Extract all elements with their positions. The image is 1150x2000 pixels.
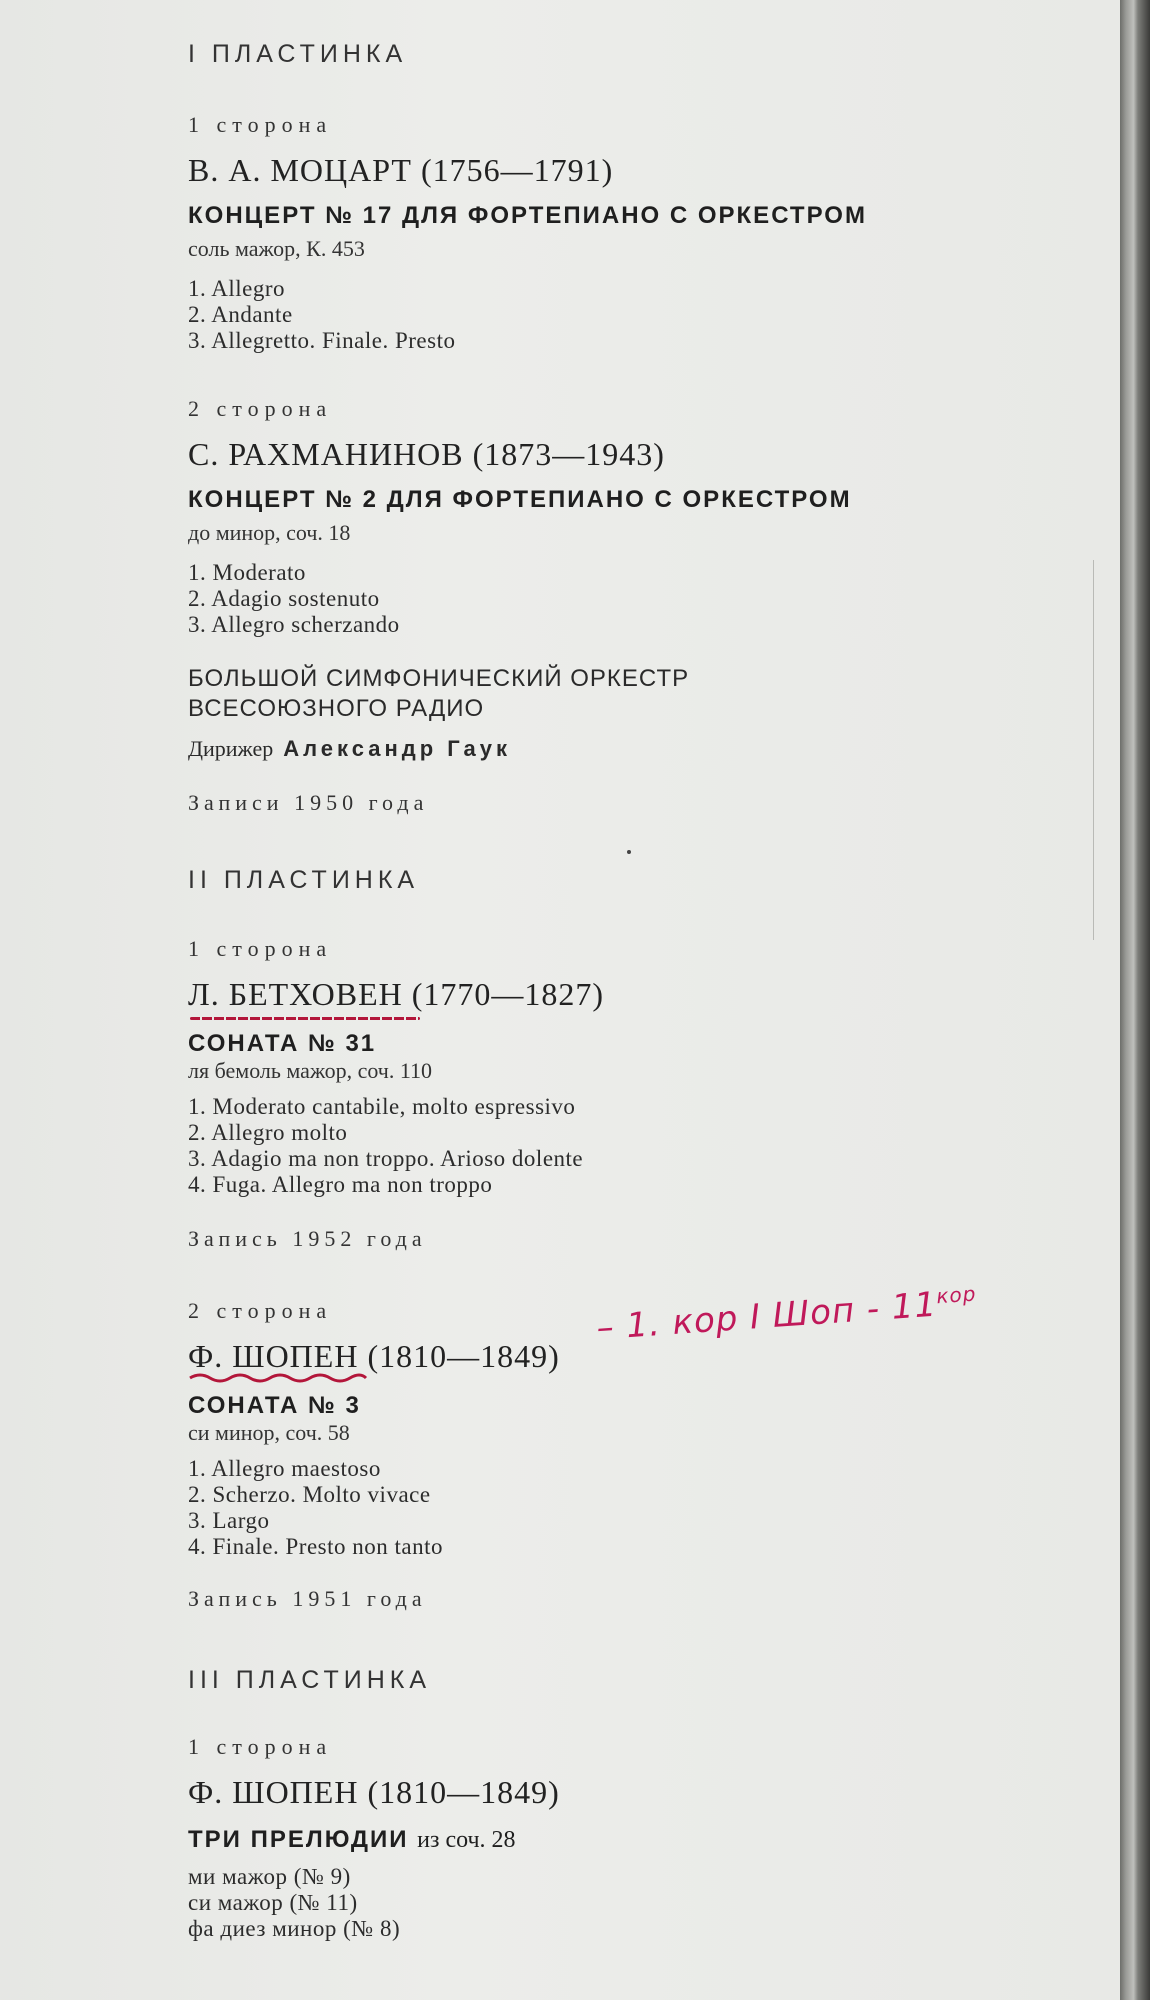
prelude-item: си мажор (№ 11) — [188, 1890, 358, 1915]
plate-1-side-2-composer-line — [188, 436, 665, 473]
movement: 2. Andante — [188, 302, 293, 327]
plate-3-side-1-preludes — [188, 1864, 400, 1942]
movement: 4. Fuga. Allegro ma non troppo — [188, 1172, 493, 1197]
plate-3-side-1-label: 1 сторона — [188, 1734, 333, 1759]
composer-name: В. А. МОЦАРТ — [188, 152, 412, 188]
composer-name: Л. БЕТХОВЕН — [188, 976, 403, 1012]
composer-years: (1810—1849) — [367, 1338, 560, 1374]
movement: 1. Moderato cantabile, molto espressivo — [188, 1094, 576, 1119]
composer-name: Ф. ШОПЕН — [188, 1774, 359, 1810]
annotation-text: – 1. кор I Шоп - 11 — [595, 1284, 939, 1349]
speck — [627, 850, 631, 854]
prelude-item: ми мажор (№ 9) — [188, 1864, 351, 1889]
work-title: ТРИ ПРЕЛЮДИИ — [188, 1826, 409, 1853]
composer-name: Ф. ШОПЕН — [188, 1338, 359, 1374]
plate-1-side-1-composer-line — [188, 152, 613, 189]
movement: 1. Allegro maestoso — [188, 1456, 381, 1481]
movement: 3. Allegro scherzando — [188, 612, 400, 637]
red-wavy-underline-chopin — [188, 1370, 368, 1386]
composer-years: (1756—1791) — [420, 152, 614, 188]
movement: 1. Allegro — [188, 276, 285, 301]
orchestra-line: БОЛЬШОЙ СИМФОНИЧЕСКИЙ ОРКЕСТР — [188, 665, 690, 692]
plate-1-side-1-movements — [188, 276, 455, 354]
plate-2-side-2-label: 2 сторона — [188, 1298, 333, 1323]
prelude-item: фа диез минор (№ 8) — [188, 1916, 401, 1941]
plate-2-side-2-movements — [188, 1456, 443, 1560]
movement: 3. Largo — [188, 1508, 270, 1533]
composer-years: (1873—1943) — [472, 436, 665, 472]
plate-2-side-2-key: си минор, соч. 58 — [188, 1420, 350, 1445]
conductor-line — [188, 736, 511, 762]
movement: 3. Allegretto. Finale. Presto — [188, 328, 456, 353]
plate-2-side-1-composer-line — [188, 976, 604, 1013]
plate-1-side-1-work-title: КОНЦЕРТ № 17 ДЛЯ ФОРТЕПИАНО С ОРКЕСТРОМ — [188, 202, 867, 229]
plate-2-side-1-work-title: СОНАТА № 31 — [188, 1030, 377, 1057]
plate-3-side-1-composer-line — [188, 1774, 560, 1811]
plate-1-side-2-key: до минор, соч. 18 — [188, 520, 351, 545]
plate-2-side-1-label: 1 сторона — [188, 936, 333, 961]
plate-2-title: II ПЛАСТИНКА — [188, 866, 420, 894]
plate-2-side-2-work-title: СОНАТА № 3 — [188, 1392, 361, 1419]
plate-2-side-1-key: ля бемоль мажор, соч. 110 — [188, 1058, 433, 1083]
movement: 2. Adagio sostenuto — [188, 586, 380, 611]
work-opus: из соч. 28 — [417, 1827, 516, 1853]
movement: 1. Moderato — [188, 560, 306, 585]
plate-1-side-1-label: 1 сторона — [188, 112, 333, 137]
handwritten-annotation — [595, 1282, 978, 1349]
composer-years: (1770—1827) — [411, 976, 605, 1012]
plate-1-side-2-work-title: КОНЦЕРТ № 2 ДЛЯ ФОРТЕПИАНО С ОРКЕСТРОМ — [188, 486, 852, 513]
plate-1-recording-year: Записи 1950 года — [188, 790, 429, 815]
plate-2-side-2-recording-year: Запись 1951 года — [188, 1586, 427, 1611]
movement: 4. Finale. Presto non tanto — [188, 1534, 443, 1559]
fold-line — [1093, 560, 1094, 940]
red-underline-beethoven — [190, 1017, 420, 1020]
movement: 3. Adagio ma non troppo. Arioso dolente — [188, 1146, 584, 1171]
movement: 2. Allegro molto — [188, 1120, 348, 1145]
conductor-name: Александр Гаук — [283, 736, 511, 761]
plate-2-side-1-recording-year: Запись 1952 года — [188, 1226, 427, 1251]
orchestra-line: ВСЕСОЮЗНОГО РАДИО — [188, 695, 485, 722]
annotation-superscript: кор — [935, 1281, 978, 1309]
plate-2-side-1-movements — [188, 1094, 583, 1198]
plate-3-title: III ПЛАСТИНКА — [188, 1666, 432, 1694]
composer-years: (1810—1849) — [367, 1774, 560, 1810]
binding-edge — [1120, 0, 1150, 2000]
plate-1-side-2-movements — [188, 560, 400, 638]
plate-1-side-2-label: 2 сторона — [188, 396, 333, 421]
conductor-label: Дирижер — [188, 736, 274, 761]
orchestra-name — [188, 664, 689, 724]
composer-name: С. РАХМАНИНОВ — [188, 436, 464, 472]
plate-3-side-1-work-title — [188, 1826, 516, 1854]
plate-1-side-1-key: соль мажор, К. 453 — [188, 236, 365, 261]
plate-1-title: I ПЛАСТИНКА — [188, 40, 408, 68]
movement: 2. Scherzo. Molto vivace — [188, 1482, 431, 1507]
